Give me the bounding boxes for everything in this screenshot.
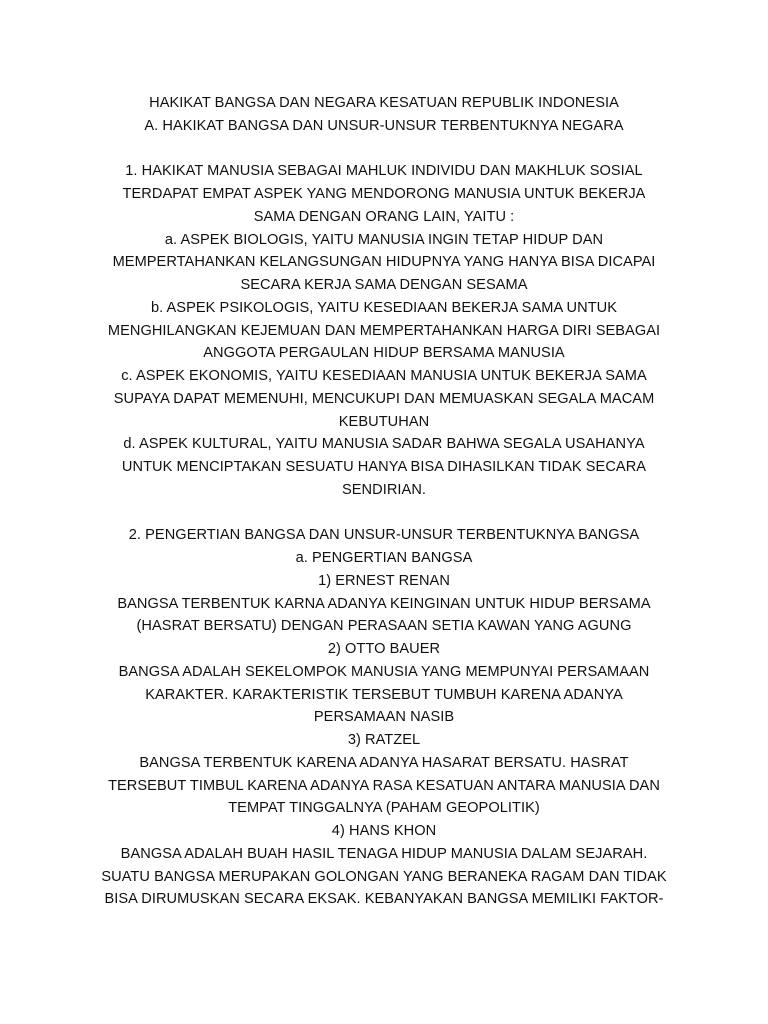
document-text-line: KEBUTUHAN bbox=[338, 413, 430, 430]
document-text-line: BANGSA TERBENTUK KARENA ADANYA HASARAT BERSATU. HASRAT bbox=[139, 754, 629, 771]
document-text-line: SAMA DENGAN ORANG LAIN, YAITU : bbox=[253, 208, 515, 225]
document-text-line: PERSAMAAN NASIB bbox=[313, 709, 455, 726]
document-text-line: 4) HANS KHON bbox=[331, 823, 437, 839]
document-text-line: TERDAPAT EMPAT ASPEK YANG MENDORONG MANUSIA UNTUK BEKERJA bbox=[122, 186, 646, 202]
paragraph-gap bbox=[60, 138, 708, 161]
document-text-line: 1) ERNEST RENAN bbox=[318, 572, 450, 589]
document-text-line: TEMPAT TINGGALNYA (PAHAM GEOPOLITIK) bbox=[228, 800, 540, 817]
document-text-line: BISA DIRUMUSKAN SECARA EKSAK. KEBANYAKAN BANGSA MEMILIKI FAKTOR- bbox=[104, 891, 664, 908]
document-text-line: SUPAYA DAPAT MEMENUHI, MENCUKUPI DAN MEMUASKAN SEGALA MACAM bbox=[113, 390, 655, 407]
document-text-line: ANGGOTA PERGAULAN HIDUP BERSAMA MANUSIA bbox=[203, 345, 565, 362]
document-text-line: SUATU BANGSA MERUPAKAN GOLONGAN YANG BERANEKA RAGAM DAN TIDAK bbox=[101, 868, 667, 885]
document-text-line: MEMPERTAHANKAN KELANGSUNGAN HIDUPNYA YANG HANYA BISA DICAPAI bbox=[112, 254, 656, 271]
document-text-line: d. ASPEK KULTURAL, YAITU MANUSIA SADAR BAHWA SEGALA USAHANYA bbox=[123, 436, 645, 453]
document-text-line: a. ASPEK BIOLOGIS, YAITU MANUSIA INGIN TETAP HIDUP DAN bbox=[164, 231, 604, 248]
document-heading-line: HAKIKAT BANGSA DAN NEGARA KESATUAN REPUBLIK INDONESIA bbox=[149, 95, 619, 111]
document-text-line: TERSEBUT TIMBUL KARENA ADANYA RASA KESATUAN ANTARA MANUSIA DAN bbox=[108, 777, 660, 794]
document-text-line: KARAKTER. KARAKTERISTIK TERSEBUT TUMBUH KARENA ADANYA bbox=[145, 686, 623, 703]
document-text-line: SENDIRIAN. bbox=[341, 481, 427, 498]
document-heading-line: A. HAKIKAT BANGSA DAN UNSUR-UNSUR TERBENTUKNYA NEGARA bbox=[144, 117, 624, 134]
document-text-line: 1. HAKIKAT MANUSIA SEBAGAI MAHLUK INDIVIDU DAN MAKHLUK SOSIAL bbox=[125, 163, 643, 180]
paragraph-gap bbox=[60, 502, 708, 525]
document-text-line: 2) OTTO BAUER bbox=[327, 641, 441, 657]
document-text-line: 2. PENGERTIAN BANGSA DAN UNSUR-UNSUR TERBENTUKNYA BANGSA bbox=[128, 527, 640, 544]
document-text-line: c. ASPEK EKONOMIS, YAITU KESEDIAAN MANUSIA UNTUK BEKERJA SAMA bbox=[121, 368, 647, 384]
document-text-line: BANGSA TERBENTUK KARNA ADANYA KEINGINAN UNTUK HIDUP BERSAMA bbox=[117, 595, 651, 612]
document-text-line: 3) RATZEL bbox=[347, 732, 421, 748]
document-text-line: b. ASPEK PSIKOLOGIS, YAITU KESEDIAAN BEKERJA SAMA UNTUK bbox=[150, 299, 618, 316]
document-text-line: MENGHILANGKAN KEJEMUAN DAN MEMPERTAHANKAN HARGA DIRI SEBAGAI bbox=[107, 322, 661, 339]
document-text-line: (HASRAT BERSATU) DENGAN PERASAAN SETIA KAWAN YANG AGUNG bbox=[136, 618, 632, 635]
document-text-line: SECARA KERJA SAMA DENGAN SESAMA bbox=[240, 277, 528, 293]
document-body bbox=[60, 92, 708, 911]
document-text-line: BANGSA ADALAH BUAH HASIL TENAGA HIDUP MANUSIA DALAM SEJARAH. bbox=[120, 845, 648, 862]
document-text-line: a. PENGERTIAN BANGSA bbox=[295, 550, 473, 566]
document-text-line: UNTUK MENCIPTAKAN SESUATU HANYA BISA DIHASILKAN TIDAK SECARA bbox=[121, 459, 647, 475]
document-text-line: BANGSA ADALAH SEKELOMPOK MANUSIA YANG MEMPUNYAI PERSAMAAN bbox=[118, 663, 650, 680]
